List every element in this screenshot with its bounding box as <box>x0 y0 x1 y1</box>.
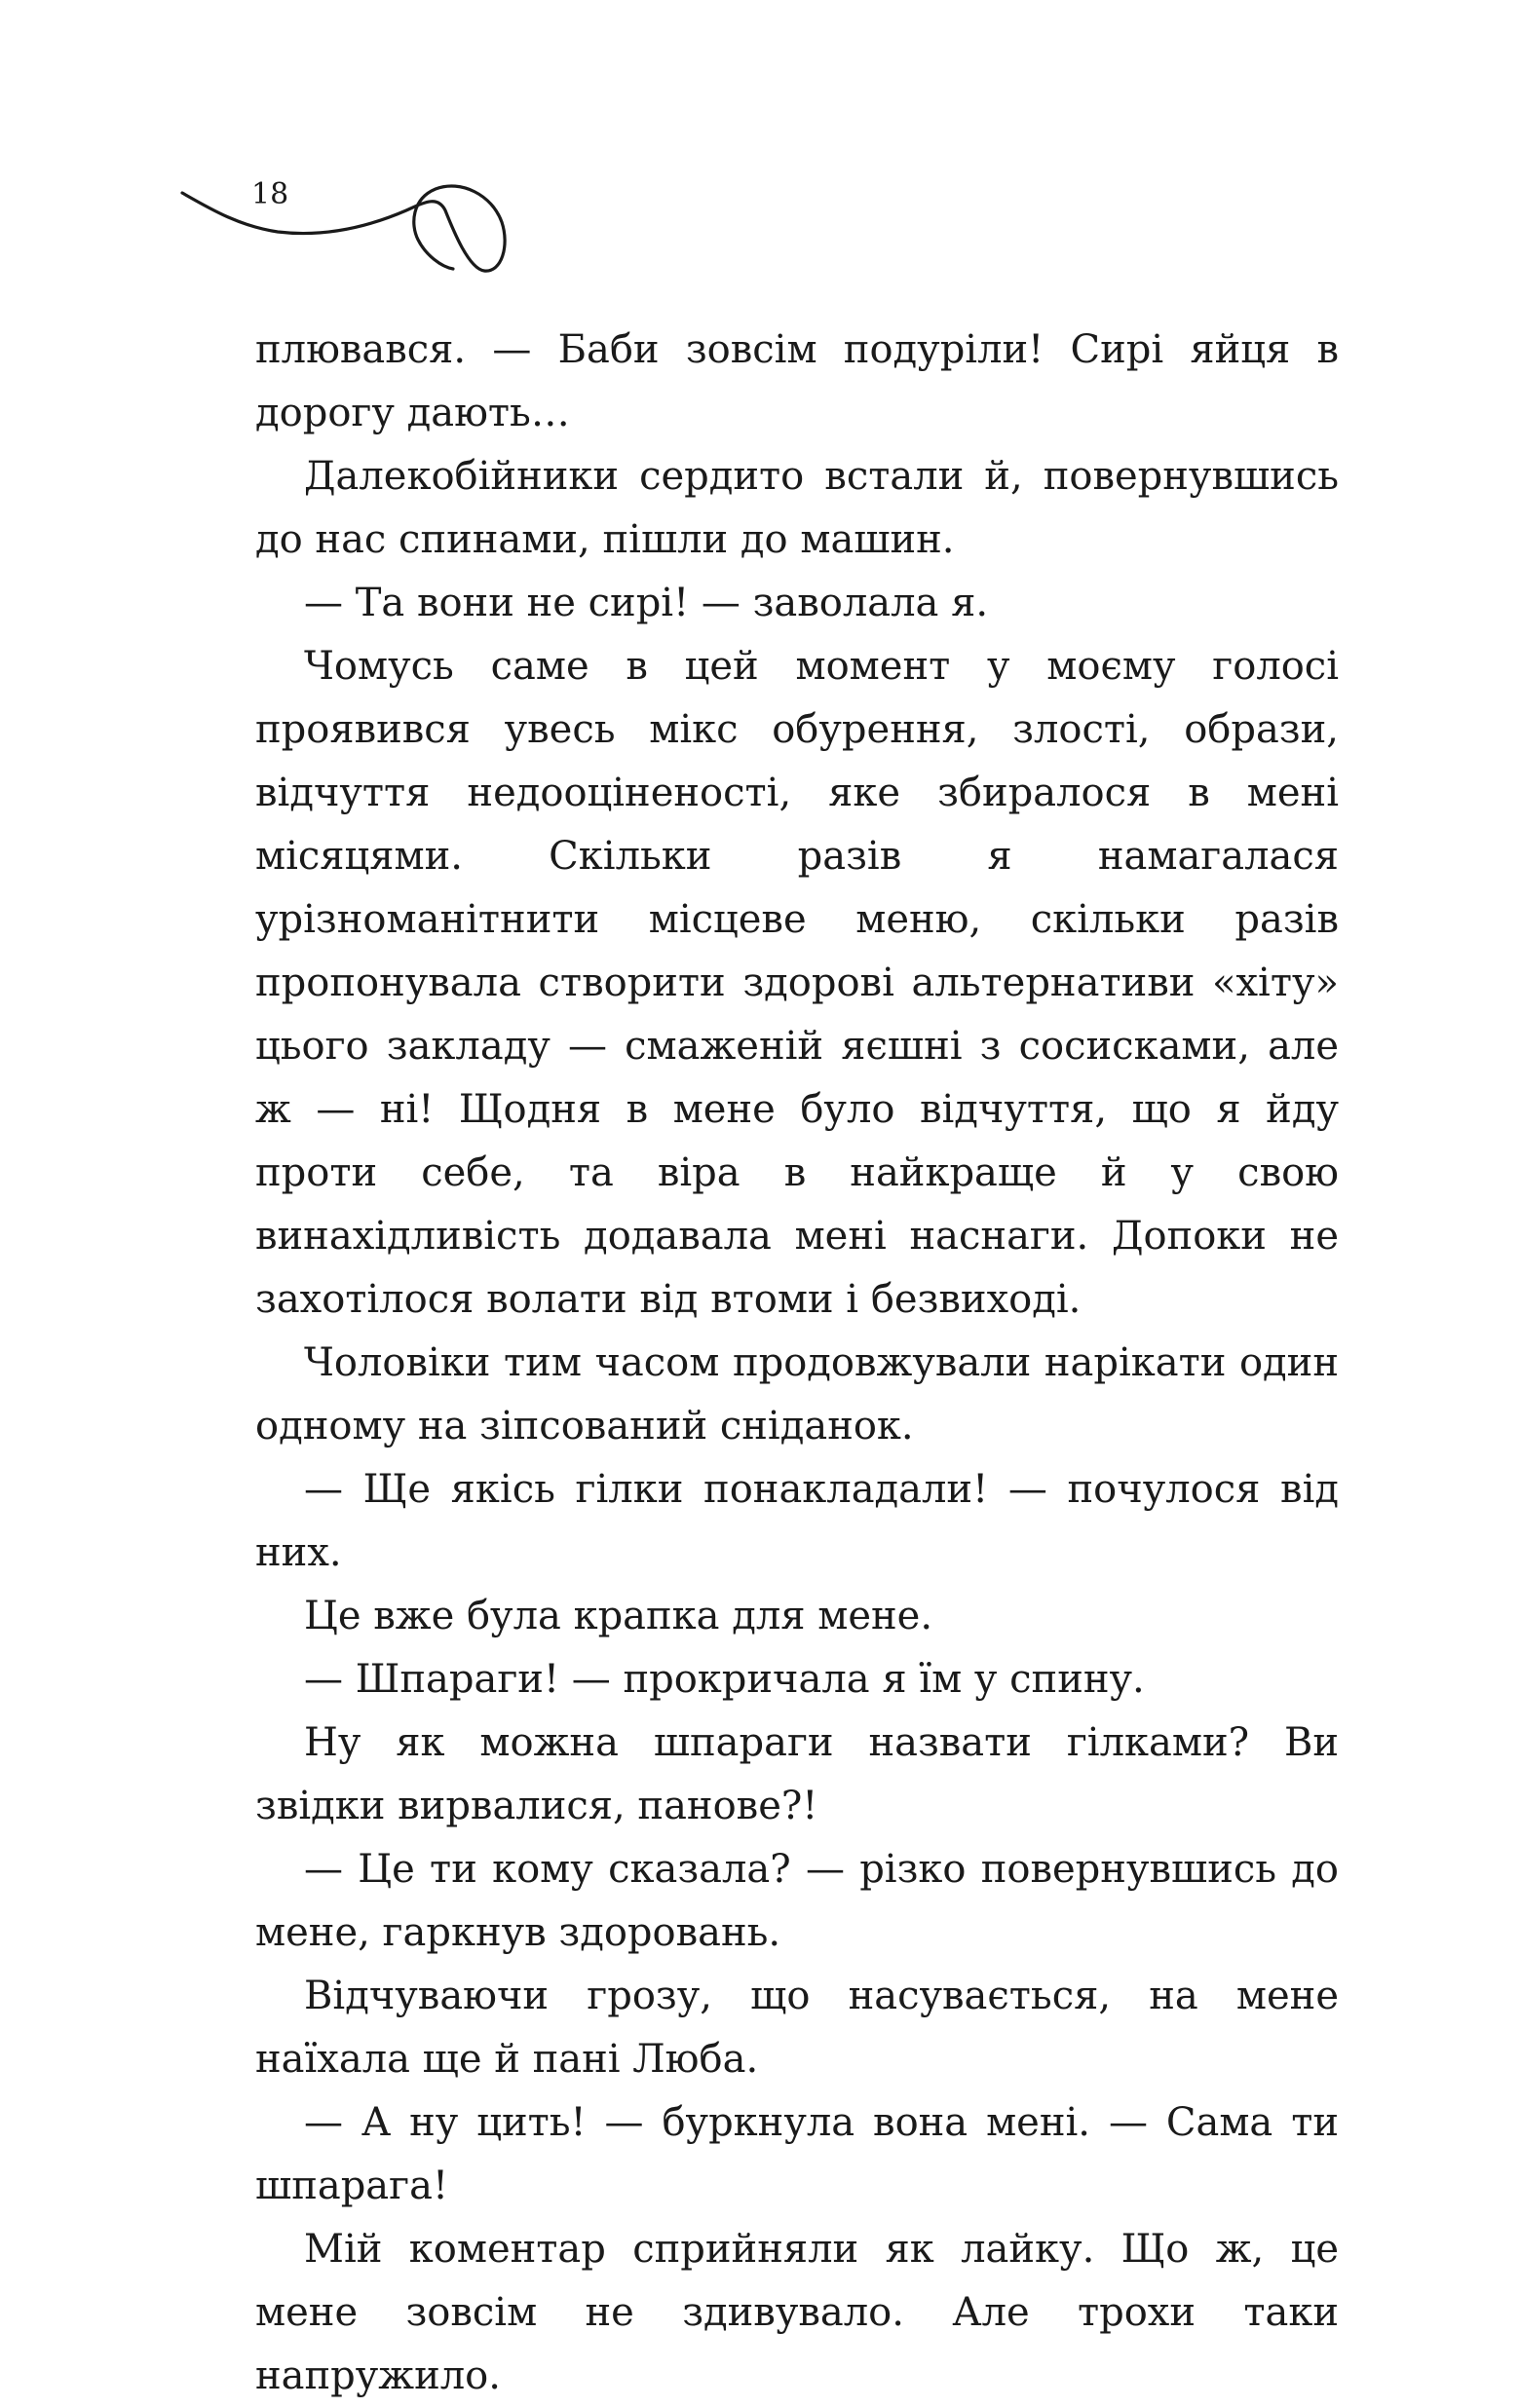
paragraph: Це вже була крапка для мене. <box>304 1594 933 1638</box>
paragraph: — Та вони не сирі! — заволала я. <box>304 581 989 625</box>
text-body <box>255 319 1339 2408</box>
paragraph: Ну як можна шпараги назвати гілками? Ви звідки вирвалися, панове?! <box>255 1720 1339 1828</box>
paragraph: Чомусь саме в цей момент у моєму голосі проявився увесь мікс обурення, злості, образи, відчуття недооціненості, яке збиралося в мені місяцями. Скільки разів я намагалася урізноманітнити місцеве меню, скільки разів пропонувала створити здорові альтернативи «хіту» цього закладу — смаженій яєшні з сосисками, але ж — ні! Щодня в мене було відчуття, що я йду проти себе, та віра в найкраще й у свою винахідливість додавала мені наснаги. Допоки не захотілося волати від втоми і безвиході. <box>255 644 1339 1322</box>
paragraph: — А ну цить! — буркнула вона мені. — Сама ти шпарага! <box>255 2100 1339 2208</box>
paragraph: плювався. — Баби зовсім подуріли! Сирі яйця в дорогу дають… <box>255 327 1339 435</box>
page-header <box>180 175 512 282</box>
paragraph: Мій коментар сприйняли як лайку. Що ж, це мене зовсім не здивувало. Але трохи таки напружило. <box>255 2227 1339 2398</box>
curl-flourish-icon <box>180 175 512 282</box>
paragraph: Відчуваючи грозу, що насувається, на мене наїхала ще й пані Люба. <box>255 1974 1339 2082</box>
paragraph: — Шпараги! — прокричала я їм у спину. <box>304 1657 1145 1702</box>
paragraph: Далекобійники сердито встали й, повернувшись до нас спинами, пішли до машин. <box>255 454 1339 562</box>
page-number: 18 <box>251 177 289 211</box>
paragraph: — Це ти кому сказала? — різко повернувшись до мене, гаркнув здоровань. <box>255 1847 1339 1955</box>
paragraph: — Ще якісь гілки понакладали! — почулося від них. <box>255 1467 1339 1575</box>
paragraph: Чоловіки тим часом продовжували нарікати один одному на зіпсований сніданок. <box>255 1340 1339 1449</box>
